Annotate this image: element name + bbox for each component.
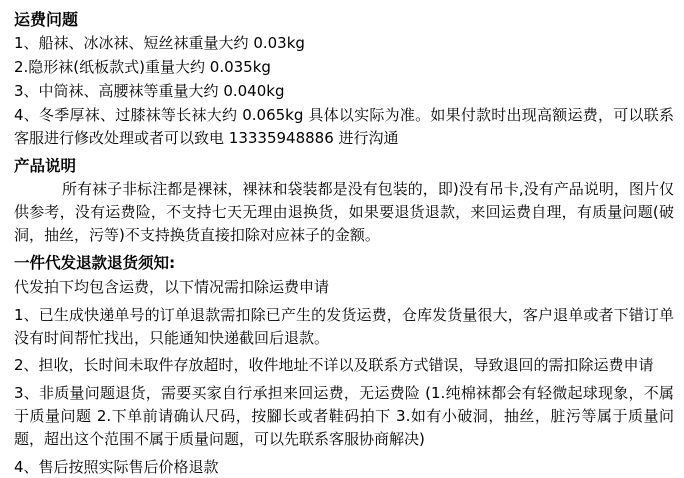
refund-item-2: 2、担收，长时间未取件存放超时，收件地址不详以及联系方式错误，导致退回的需扣除运费申请 — [14, 356, 654, 375]
divider-spacer-2 — [14, 248, 674, 250]
refund-intro: 代发拍下均包含运费，以下情况需扣除运费申请 — [14, 277, 330, 296]
section-heading-product: 产品说明 — [14, 156, 77, 175]
refund-item-4: 4、售后按照实际售后价格退款 — [14, 458, 219, 477]
refund-item-1: 1、已生成快递单号的订单退款需扣除已产生的发货运费，仓库发货量很大，客户退单或者下错订单没有时间帮忙找出，只能通知快递截回后退款。 — [14, 305, 674, 347]
section-heading-refund: 一件代发退款退货须知: — [14, 254, 176, 273]
divider-spacer-1 — [14, 151, 674, 153]
shipping-line-1: 1、船袜、冰冰袜、短丝袜重量大约 0.03kg — [14, 34, 305, 53]
refund-item-3: 3、非质量问题退货，需要买家自行承担来回运费，无运费险 (1.纯棉袜都会有轻微起球现象，不属于质量问题 2.下单前请确认尺码，按腳长或者鞋码拍下 3.如有小破洞，抽丝，脏污等属于质量问题，超出这个范围不属于质量问题，可以先联系客服协商解决) — [14, 384, 674, 449]
shipping-line-3: 3、中筒袜、高腰袜等重量大约 0.040kg — [14, 82, 285, 101]
shipping-line-2: 2.隐形袜(纸板款式)重量大约 0.035kg — [14, 58, 271, 77]
section-heading-shipping: 运费问题 — [14, 10, 79, 29]
shipping-line-4: 4、冬季厚袜、过膝袜等长袜大约 0.065kg 具体以实际为准。如果付款时出现高额运费，可以联系客服进行修改处理或者可以致电 13335948886 进行沟通 — [14, 106, 674, 147]
product-description-body: 所有袜子非标注都是裸袜，裸袜和袋装都是没有包装的，即)没有吊卡,没有产品说明，图片仅供参考，没有运费险，不支持七天无理由退换货，如果要退货退款，来回运费自理，有质量问题(破洞，抽丝，污等)不支持换货直接扣除对应袜子的金额。 — [14, 180, 674, 245]
